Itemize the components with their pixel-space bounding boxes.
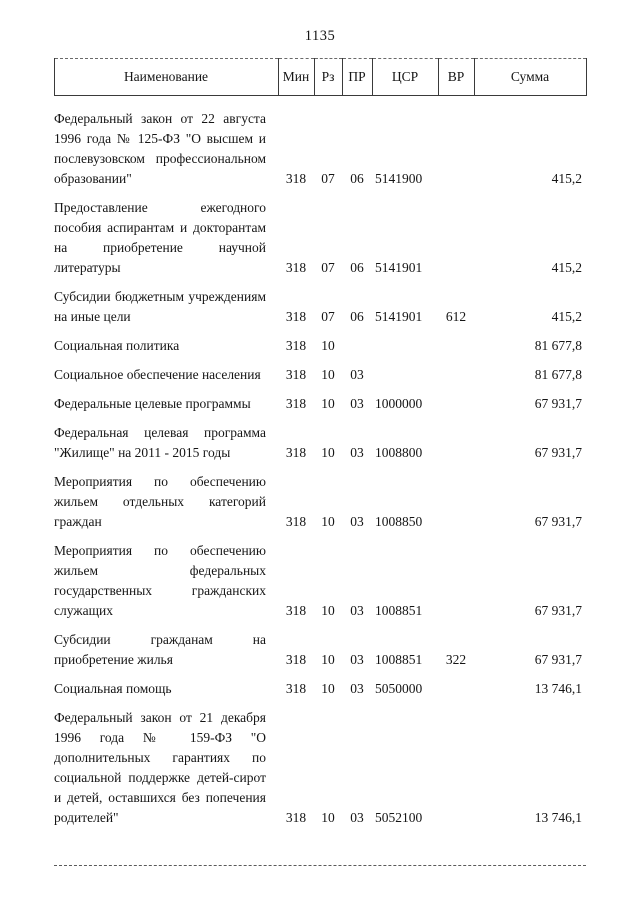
col-header-tsr: ЦСР: [372, 59, 438, 96]
col-header-summa: Сумма: [474, 59, 586, 96]
row-vr-cell: [438, 472, 474, 541]
row-min-cell: 318: [285, 810, 307, 825]
table-row: [54, 336, 586, 365]
row-pr-cell: 06: [350, 309, 364, 324]
table-row: [54, 96, 586, 199]
row-rz-cell: 10: [321, 396, 335, 411]
row-summa-cell: 67 931,7: [534, 396, 582, 411]
row-rz-cell: 07: [321, 260, 335, 275]
row-name-cell: Федеральный закон от 22 августа 1996 года № 125-ФЗ "О высшем и послевузовском профессиональном образовании": [54, 111, 266, 186]
row-vr-cell: [438, 198, 474, 287]
row-rz-cell: 07: [321, 171, 335, 186]
row-tsr-cell: 5052100: [375, 810, 423, 825]
table-row: [54, 287, 586, 336]
row-name-cell: Социальная помощь: [54, 681, 172, 696]
row-rz-cell: 10: [321, 810, 335, 825]
table-row: [54, 423, 586, 472]
row-pr-cell: 03: [350, 445, 364, 460]
table-row: [54, 541, 586, 630]
row-tsr-cell: 5141900: [375, 171, 423, 186]
row-vr-cell: [438, 423, 474, 472]
row-tsr-cell: 1008850: [375, 514, 423, 529]
row-name-cell: Субсидии гражданам на приобретение жилья: [54, 632, 266, 667]
row-pr-cell: 03: [350, 810, 364, 825]
row-summa-cell: 67 931,7: [534, 514, 582, 529]
row-pr-cell: 03: [350, 367, 364, 382]
row-name-cell: Федеральная целевая программа "Жилище" на 2011 - 2015 годы: [54, 425, 266, 460]
table-row: [54, 365, 586, 394]
row-tsr-cell: 1008800: [375, 445, 423, 460]
row-summa-cell: 415,2: [551, 171, 582, 186]
row-min-cell: 318: [285, 171, 307, 186]
row-summa-cell: 67 931,7: [534, 603, 582, 618]
col-header-pr: ПР: [342, 59, 372, 96]
row-name-cell: Субсидии бюджетным учреждениям на иные цели: [54, 289, 266, 324]
row-tsr-cell: 1008851: [375, 652, 423, 667]
row-summa-cell: 81 677,8: [534, 367, 582, 382]
row-name-cell: Федеральные целевые программы: [54, 396, 251, 411]
row-pr-cell: 03: [350, 603, 364, 618]
row-summa-cell: 13 746,1: [534, 810, 582, 825]
page-break-dashed-line: [54, 865, 586, 866]
row-vr-cell: [438, 394, 474, 423]
row-min-cell: 318: [285, 681, 307, 696]
row-rz-cell: 10: [321, 681, 335, 696]
col-header-rz: Рз: [314, 59, 342, 96]
row-min-cell: 318: [285, 396, 307, 411]
row-tsr-cell: 1000000: [375, 396, 423, 411]
row-summa-cell: 67 931,7: [534, 445, 582, 460]
table-row: [54, 472, 586, 541]
row-vr-cell: [438, 679, 474, 708]
row-rz-cell: 10: [321, 652, 335, 667]
row-min-cell: 318: [285, 445, 307, 460]
row-rz-cell: 10: [321, 603, 335, 618]
row-tsr-cell: [372, 365, 438, 394]
row-pr-cell: [342, 336, 372, 365]
table-row: [54, 630, 586, 679]
row-name-cell: Социальная политика: [54, 338, 180, 353]
table-row: [54, 679, 586, 708]
row-pr-cell: 03: [350, 514, 364, 529]
row-min-cell: 318: [285, 514, 307, 529]
row-min-cell: 318: [285, 367, 307, 382]
row-vr-cell: 612: [445, 309, 467, 324]
row-name-cell: Мероприятия по обеспечению жильем отдельных категорий граждан: [54, 474, 266, 529]
row-min-cell: 318: [285, 309, 307, 324]
row-name-cell: Мероприятия по обеспечению жильем федеральных государственных гражданских служащих: [54, 543, 266, 618]
table-row: [54, 198, 586, 287]
row-min-cell: 318: [285, 260, 307, 275]
row-name-cell: Социальное обеспечение населения: [54, 367, 261, 382]
row-rz-cell: 10: [321, 445, 335, 460]
row-summa-cell: 67 931,7: [534, 652, 582, 667]
row-pr-cell: 06: [350, 171, 364, 186]
row-vr-cell: [438, 365, 474, 394]
row-pr-cell: 03: [350, 681, 364, 696]
row-pr-cell: 06: [350, 260, 364, 275]
row-summa-cell: 415,2: [551, 309, 582, 324]
row-rz-cell: 10: [321, 338, 335, 353]
row-vr-cell: [438, 336, 474, 365]
table-row: [54, 394, 586, 423]
row-vr-cell: [438, 96, 474, 199]
row-min-cell: 318: [285, 652, 307, 667]
row-vr-cell: 322: [445, 652, 467, 667]
row-min-cell: 318: [285, 603, 307, 618]
row-summa-cell: 13 746,1: [534, 681, 582, 696]
page-number: 1135: [304, 28, 336, 44]
row-summa-cell: 81 677,8: [534, 338, 582, 353]
row-name-cell: Федеральный закон от 21 декабря 1996 года № 159-ФЗ "О дополнительных гарантиях по социальной поддержке детей-сирот и детей, оставшихся без попечения родителей": [54, 710, 266, 825]
row-rz-cell: 07: [321, 309, 335, 324]
row-tsr-cell: [372, 336, 438, 365]
row-name-cell: Предоставление ежегодного пособия аспирантам и докторантам на приобретение научной литературы: [54, 200, 266, 275]
row-vr-cell: [438, 541, 474, 630]
col-header-vr: ВР: [438, 59, 474, 96]
col-header-min: Мин: [278, 59, 314, 96]
row-tsr-cell: 5050000: [375, 681, 423, 696]
row-summa-cell: 415,2: [551, 260, 582, 275]
row-tsr-cell: 5141901: [375, 260, 423, 275]
row-min-cell: 318: [285, 338, 307, 353]
row-tsr-cell: 1008851: [375, 603, 423, 618]
col-header-name: Наименование: [54, 59, 278, 96]
budget-table: [54, 58, 587, 837]
row-vr-cell: [438, 708, 474, 837]
row-rz-cell: 10: [321, 367, 335, 382]
row-pr-cell: 03: [350, 652, 364, 667]
row-pr-cell: 03: [350, 396, 364, 411]
table-row: [54, 708, 586, 837]
row-rz-cell: 10: [321, 514, 335, 529]
row-tsr-cell: 5141901: [375, 309, 423, 324]
table-header-row: [54, 59, 586, 96]
